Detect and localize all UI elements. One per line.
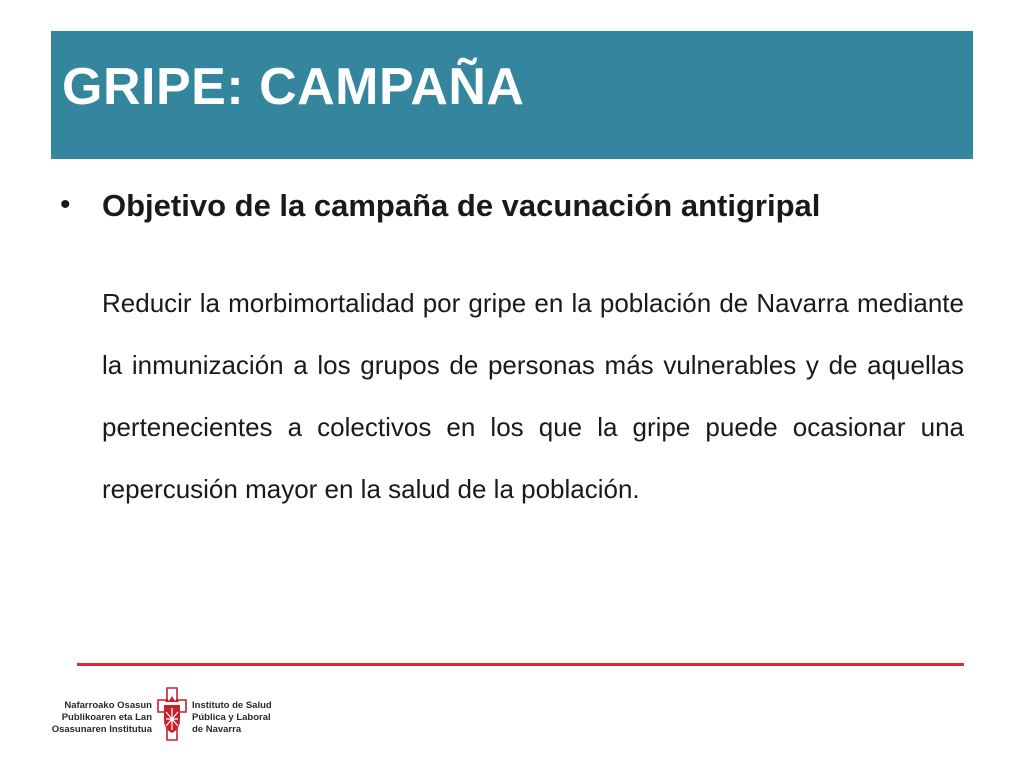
bullet-heading: Objetivo de la campaña de vacunación antigripal — [102, 188, 821, 223]
logo-text-line: Publikoaren eta Lan — [61, 712, 152, 723]
slide-title: GRIPE: CAMPAÑA — [62, 58, 525, 116]
logo-text-line: Nafarroako Osasun — [64, 700, 152, 711]
institution-logo — [52, 686, 292, 742]
navarra-coat-of-arms-icon — [156, 686, 188, 742]
logo-text-line: Osasunaren Institutua — [51, 724, 152, 735]
footer-divider — [77, 663, 964, 666]
logo-text-spanish — [192, 700, 272, 736]
bullet-item — [60, 186, 965, 234]
logo-text-line: Pública y Laboral — [192, 712, 271, 723]
logo-text-line: Instituto de Salud — [192, 700, 272, 711]
title-bar — [51, 31, 973, 159]
logo-text-line: de Navarra — [192, 724, 242, 735]
bullet-point: • — [60, 188, 71, 221]
logo-text-basque — [52, 700, 152, 736]
body-paragraph: Reducir la morbimortalidad por gripe en la población de Navarra mediante la inmunización a los grupos de personas más vulnerables y de aquellas pertenecientes a colectivos en los que la gripe puede ocasionar una repercusión mayor en la salud de la población. — [102, 288, 964, 504]
